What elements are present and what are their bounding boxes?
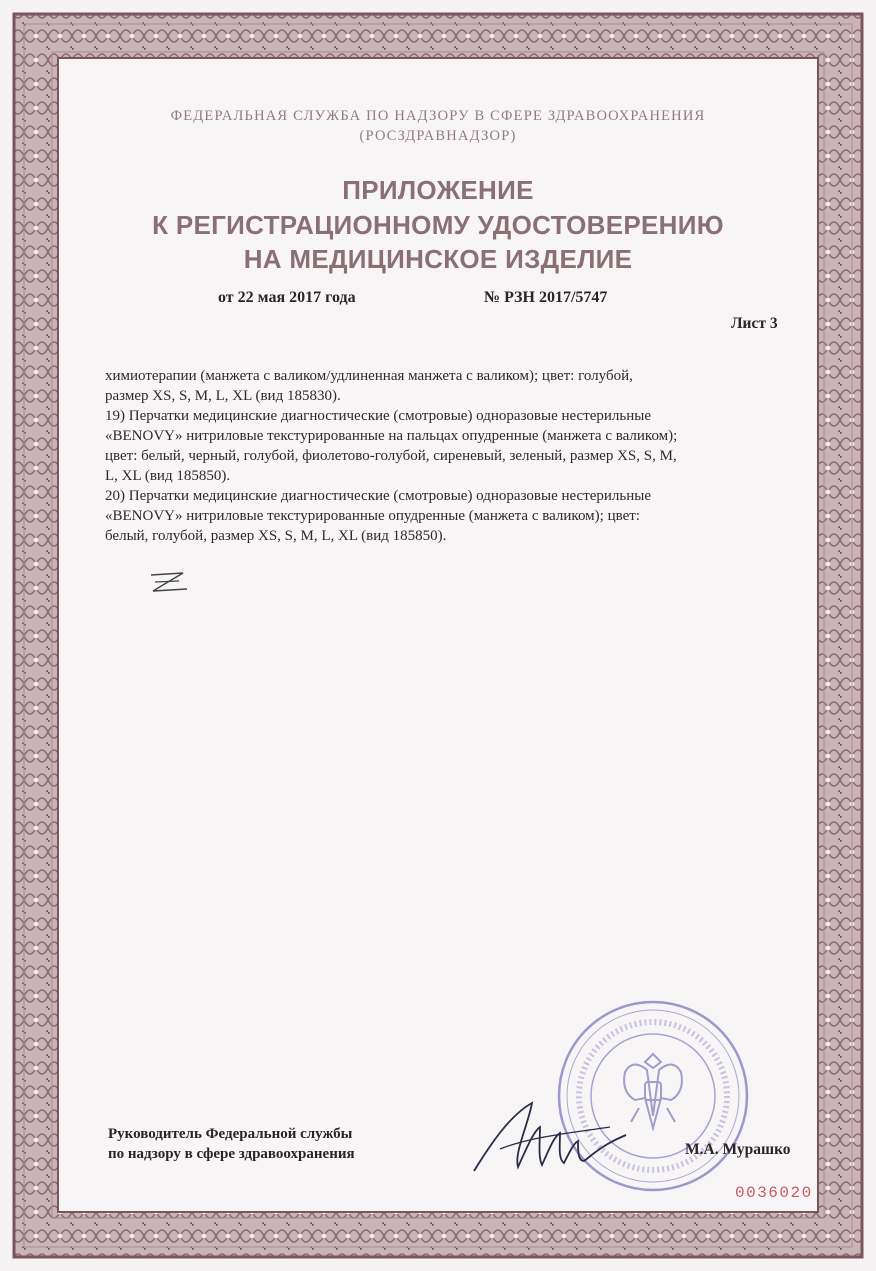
body-line: размер XS, S, M, L, XL (вид 185830). xyxy=(105,388,341,404)
agency-name: ФЕДЕРАЛЬНАЯ СЛУЖБА ПО НАДЗОРУ В СФЕРЕ ЗДРАВООХРАНЕНИЯ xyxy=(170,108,706,124)
blank-serial-number: 0036020 xyxy=(735,1184,813,1202)
signatory-name: М.А. Мурашко xyxy=(685,1141,791,1158)
registration-date: от 22 мая 2017 года xyxy=(218,289,356,306)
agency-abbreviation: (РОСЗДРАВНАДЗОР) xyxy=(359,128,517,144)
body-line: цвет: белый, черный, голубой, фиолетово-голубой, сиреневый, зеленый, размер XS, S, M, xyxy=(105,448,677,464)
body-line: «BENOVY» нитриловые текстурированные опудренные (манжета с валиком); цвет: xyxy=(105,508,640,524)
sheet-number: Лист 3 xyxy=(731,315,778,332)
body-line: 20) Перчатки медицинские диагностические (смотровые) одноразовые нестерильные xyxy=(105,488,652,504)
document-title-line1: ПРИЛОЖЕНИЕ xyxy=(342,175,534,205)
body-line: химиотерапии (манжета с валиком/удлиненная манжета с валиком); цвет: голубой, xyxy=(105,368,633,384)
body-line: «BENOVY» нитриловые текстурированные на пальцах опудренные (манжета с валиком); xyxy=(105,428,678,444)
body-line: 19) Перчатки медицинские диагностические (смотровые) одноразовые нестерильные xyxy=(105,408,652,424)
registration-number: № РЗН 2017/5747 xyxy=(484,289,608,306)
document-title-line3: НА МЕДИЦИНСКОЕ ИЗДЕЛИЕ xyxy=(243,244,633,274)
body-line: белый, голубой, размер XS, S, M, L, XL (вид 185850). xyxy=(105,528,447,544)
signatory-position-line2: по надзору в сфере здравоохранения xyxy=(108,1146,355,1162)
body-line: L, XL (вид 185850). xyxy=(105,468,231,484)
signature-icon xyxy=(470,1075,630,1175)
document-title-line2: К РЕГИСТРАЦИОННОМУ УДОСТОВЕРЕНИЮ xyxy=(152,210,724,240)
signatory-position-line1: Руководитель Федеральной службы xyxy=(108,1126,353,1142)
document-body xyxy=(105,366,785,546)
closing-z-mark xyxy=(145,568,191,596)
